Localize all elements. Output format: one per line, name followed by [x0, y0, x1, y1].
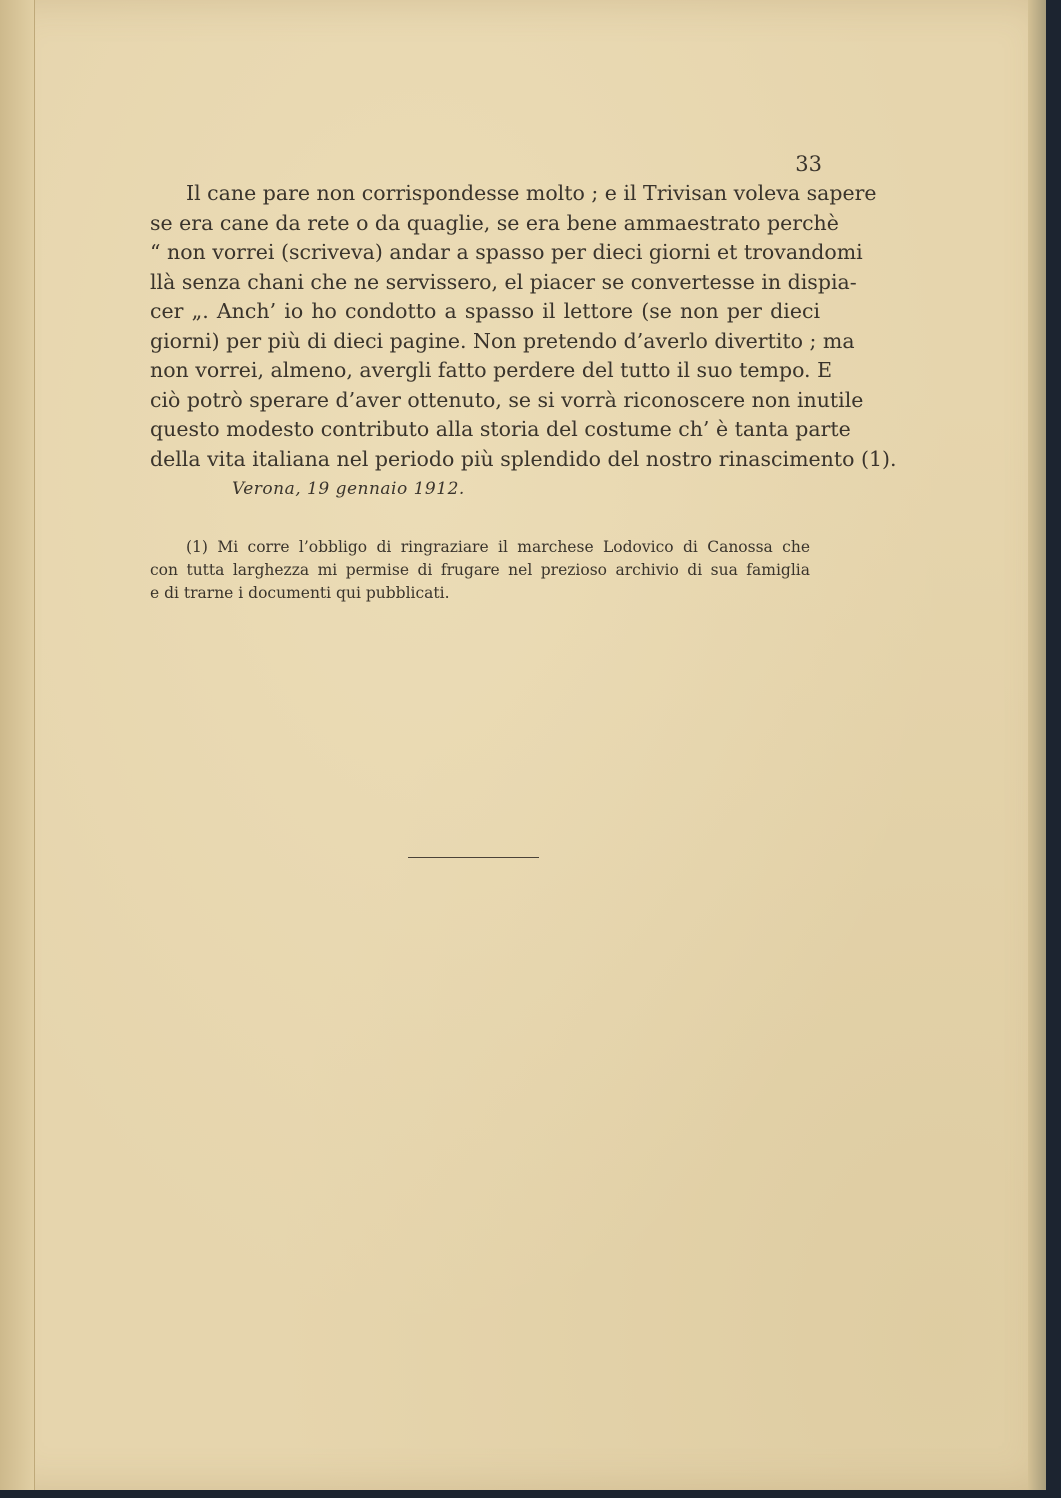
- body-line: ciò potrò sperare d’aver ottenuto, se si vorrà riconoscere non inutile: [150, 387, 864, 412]
- page-number: 33: [795, 152, 822, 176]
- footnote-line: e di trarne i documenti qui pubblicati.: [150, 584, 450, 602]
- body-line: della vita italiana nel periodo più splendido del nostro rinascimento (1).: [150, 446, 897, 471]
- body-line: llà senza chani che ne servissero, el piacer se convertesse in dispia-: [150, 269, 857, 294]
- footnote-line: con tutta larghezza mi permise di frugare nel prezioso archivio di sua famiglia: [150, 561, 810, 579]
- footnote-line: (1) Mi corre l’obbligo di ringraziare il marchese Lodovico di Canossa che: [186, 538, 810, 556]
- body-line: cer „. Anch’ io ho condotto a spasso il lettore (se non per dieci: [150, 299, 820, 323]
- section-end-rule: [408, 857, 539, 858]
- page-gutter: [0, 0, 35, 1490]
- body-line: questo modesto contributo alla storia del costume ch’ è tanta parte: [150, 417, 851, 441]
- body-line: non vorrei, almeno, avergli fatto perdere del tutto il suo tempo. E: [150, 358, 833, 382]
- footnote: [150, 536, 810, 605]
- body-line: giorni) per più di dieci pagine. Non pretendo d’averlo divertito ; ma: [150, 328, 855, 353]
- dateline: Verona, 19 gennaio 1912.: [232, 479, 465, 499]
- body-paragraph: [150, 179, 897, 474]
- page-edge: [1028, 0, 1046, 1490]
- body-line: se era cane da rete o da quaglie, se era bene ammaestrato perchè: [150, 210, 839, 235]
- body-line: Il cane pare non corrispondesse molto ; e il Trivisan voleva sapere: [186, 181, 877, 205]
- body-line: “ non vorrei (scriveva) andar a spasso per dieci giorni et trovandomi: [150, 240, 863, 264]
